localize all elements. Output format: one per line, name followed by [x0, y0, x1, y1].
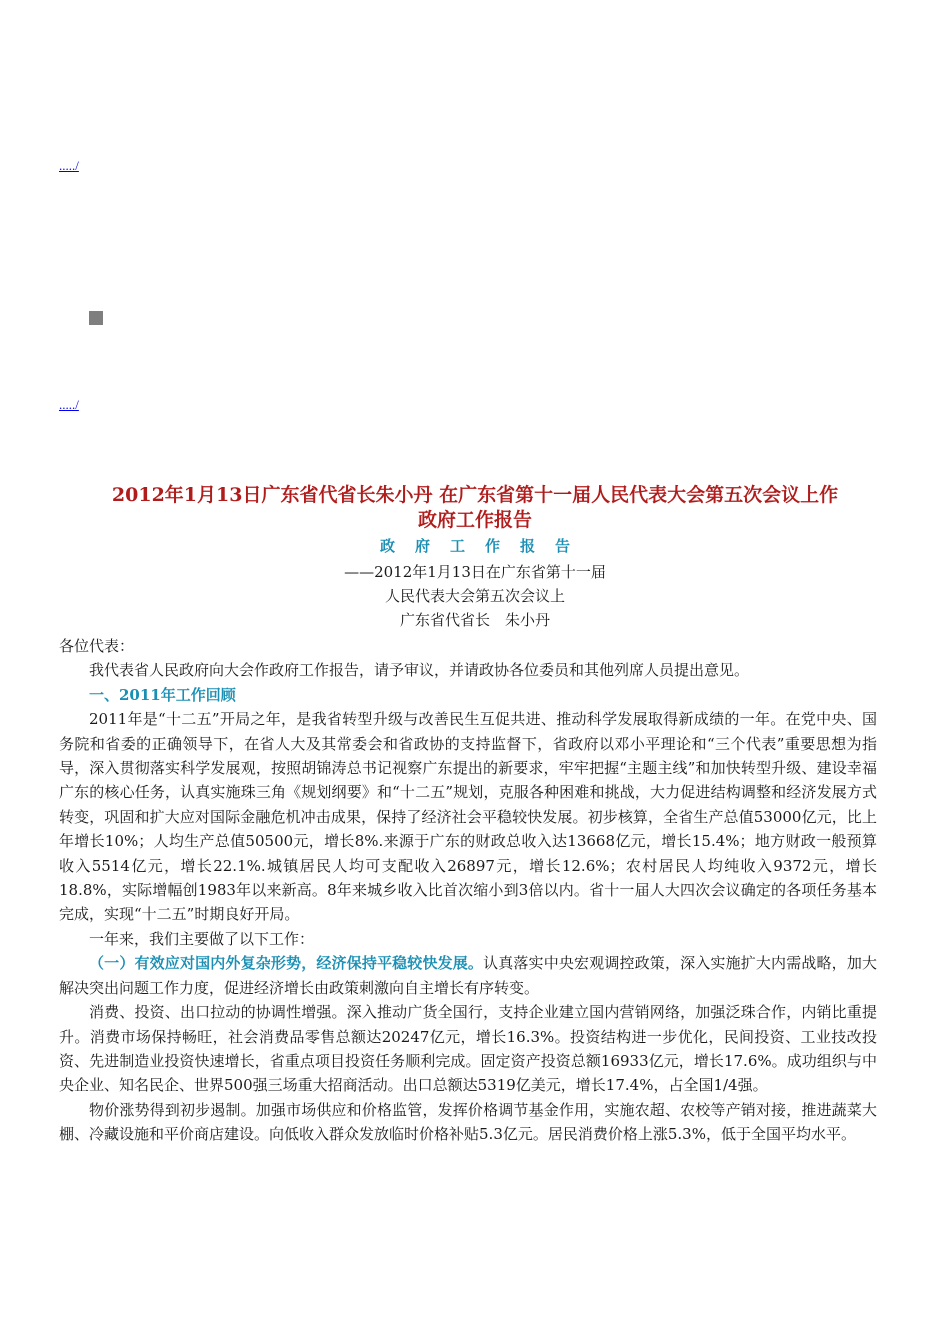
paragraph-economy — [59, 951, 877, 1000]
placeholder-image-icon — [89, 311, 103, 325]
top-link[interactable]: ...../ — [59, 158, 79, 173]
title-line-1: 2012年1月13日广东省代省长朱小丹 在广东省第十一届人民代表大会第五次会议上作 — [111, 484, 839, 506]
document-title — [50, 483, 900, 533]
report-heading: 政府工作报告 — [379, 537, 590, 555]
subheading-author-line: 广东省代省长 朱小丹 — [399, 611, 550, 629]
subheading-meeting-line: 人民代表大会第五次会议上 — [384, 587, 565, 605]
paragraph-consumption: 消费、投资、出口拉动的协调性增强。深入推动广货全国行，支持企业建立国内营销网络，加强泛珠合作，内销比重提升。消费市场保持畅旺，社会消费品零售总额达20247亿元，增长16.3%。投资结构进一步优化，民间投资、工业技改投资、先进制造业投资快速增长，省重点项目投资任务顺利完成。固定资产投资总额16933亿元，增长17.6%。成功组织与中央企业、知名民企、世界500强三场重大招商活动。出口总额达5319亿美元，增长17.4%，占全国1/4强。 — [59, 1003, 877, 1095]
salutation: 各位代表： — [59, 637, 135, 655]
title-line-2: 政府工作报告 — [417, 509, 532, 531]
paragraph-work-intro: 一年来，我们主要做了以下工作： — [89, 929, 315, 948]
second-link[interactable]: ...../ — [59, 397, 79, 412]
subsection-heading: （一）有效应对国内外复杂形势，经济保持平稳较快发展。 — [89, 954, 484, 973]
subheading-date-line: ——2012年1月13日在广东省第十一届 — [344, 563, 606, 581]
intro-paragraph: 我代表省人民政府向大会作政府工作报告，请予审议，并请政协各位委员和其他列席人员提出意见。 — [89, 661, 750, 680]
section-heading: 一、2011年工作回顾 — [89, 685, 236, 704]
paragraph-prices: 物价涨势得到初步遏制。加强市场供应和价格监管，发挥价格调节基金作用，实施农超、农校等产销对接，推进蔬菜大棚、冷藏设施和平价商店建设。向低收入群众发放临时价格补贴5.3亿元。居民消费价格上涨5.3%，低于全国平均水平。 — [59, 1100, 877, 1144]
report-body — [59, 634, 877, 1147]
paragraph-overview: 2011年是“十二五”开局之年，是我省转型升级与改善民生互促共进、推动科学发展取得新成绩的一年。在党中央、国务院和省委的正确领导下，在省人大及其常委会和省政协的支持监督下，省政府以邓小平理论和“三个代表”重要思想为指导，深入贯彻落实科学发展观，按照胡锦涛总书记视察广东提出的新要求，牢牢把握“主题主线”和加快转型升级、建设幸福广东的核心任务，认真实施珠三角《规划纲要》和“十二五”规划，克服各种困难和挑战，大力促进结构调整和经济发展方式转变，巩固和扩大应对国际金融危机冲击成果，保持了经济社会平稳较快发展。初步核算，全省生产总值53000亿元，比上年增长10%；人均生产总值50500元，增长8%.来源于广东的财政总收入达13668亿元，增长15.4%；地方财政一般预算收入5514亿元，增长22.1%.城镇居民人均可支配收入26897元，增长12.6%；农村居民人均纯收入9372元，增长18.8%，实际增幅创1983年以来新高。8年来城乡收入比首次缩小到3倍以内。省十一届人大四次会议确定的各项任务基本完成，实现“十二五”时期良好开局。 — [59, 710, 877, 924]
paragraph-economy-text: 认真落实中央宏观调控政策，深入实施扩大内需战略，加大解决突出问题工作力度，促进经济增长由政策刺激向自主增长有序转变。 — [59, 954, 877, 997]
